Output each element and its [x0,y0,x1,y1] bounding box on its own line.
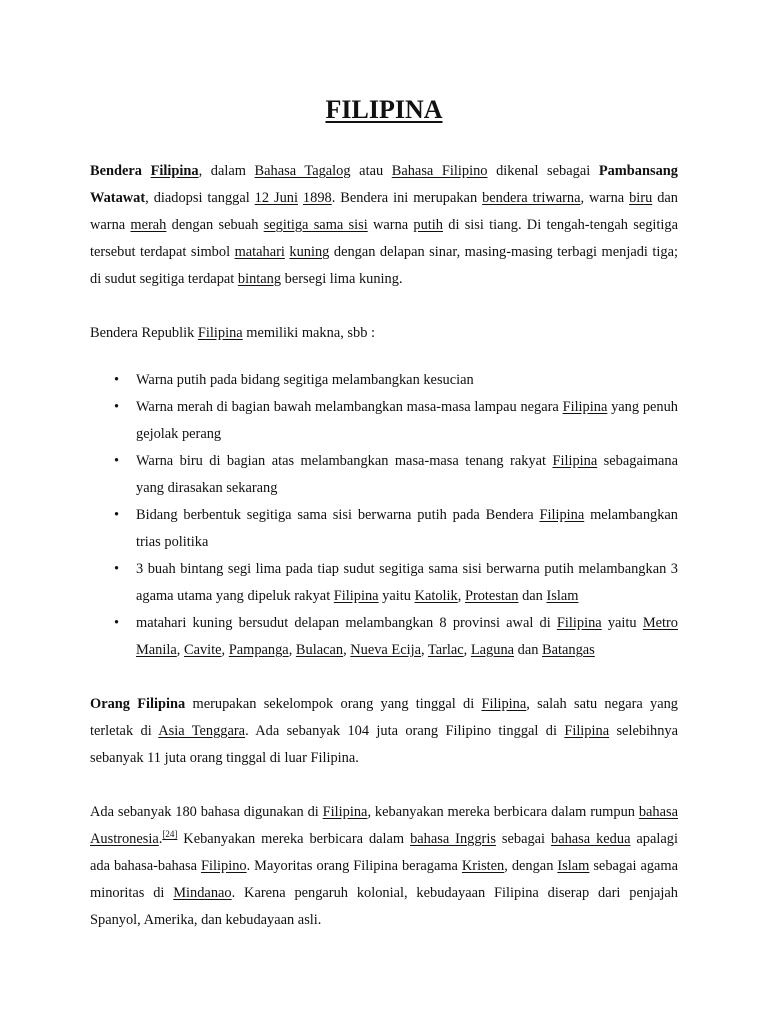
text-run: melambangkan trias politika [136,507,678,550]
text-run: dan [514,642,543,658]
text-run: . Ada sebanyak 104 juta orang Filipino tinggal di [245,723,565,739]
link-merah[interactable]: merah [130,217,167,233]
text-run: warna [367,217,414,233]
text-run: apalagi ada bahasa-bahasa [90,831,678,874]
bullet-icon: • [114,453,120,469]
link-segitiga-sama-sisi[interactable]: segitiga sama sisi [263,217,368,233]
link-filipina[interactable]: Filipina [562,399,608,415]
link-1898[interactable]: 1898 [302,190,332,206]
link-filipina[interactable]: Filipina [322,804,368,820]
link-mindanao[interactable]: Mindanao [173,885,232,901]
bullet-icon: • [114,507,120,523]
text-run: , [463,642,471,658]
text-run: 3 buah bintang segi lima pada tiap sudut segitiga sama sisi berwarna putih melambangkan 3 agama utama yang dipeluk rakyat [136,561,678,604]
link-biru[interactable]: biru [629,190,653,206]
link-tarlac[interactable]: Tarlac [427,642,464,658]
text-run: matahari kuning bersudut delapan melambangkan 8 provinsi awal di [136,615,557,631]
link-katolik[interactable]: Katolik [414,588,458,604]
link-islam[interactable]: Islam [557,858,590,874]
link-laguna[interactable]: Laguna [470,642,515,658]
link-pampanga[interactable]: Pampanga [228,642,289,658]
link-bahasa-kedua[interactable]: bahasa kedua [551,831,631,847]
link-filipina[interactable]: Filipina [481,696,527,712]
link-cavite[interactable]: Cavite [183,642,222,658]
link-metro-manila[interactable]: Metro Manila [136,615,678,658]
text-run: yaitu [378,588,415,604]
text-run: , salah satu negara yang terletak di [90,696,678,739]
link-nueva-ecija[interactable]: Nueva Ecija [350,642,421,658]
bold-text [151,163,199,179]
link-filipina[interactable]: Filipina [552,453,598,469]
link-filipina[interactable]: Filipina [564,723,610,739]
text-run: dan warna [90,190,678,233]
link-filipina[interactable]: Filipina [556,615,602,631]
list-item [90,610,678,664]
bullet-icon: • [114,372,120,388]
paragraph-flag-description [90,158,678,293]
bullet-icon: • [114,615,120,631]
document-page [90,92,678,961]
text-run: , kebanyakan mereka berbicara dalam rumpun [367,804,639,820]
text-run: Warna merah di bagian bawah melambangkan masa-masa lampau negara [136,399,563,415]
link-kristen[interactable]: Kristen [461,858,505,874]
text-run: yaitu [601,615,643,631]
text-run: dengan sebuah [166,217,264,233]
text-run: yang penuh gejolak perang [136,399,678,442]
text-run: sebagaimana yang dirasakan sekarang [136,453,678,496]
link-filipina[interactable]: Filipina [539,507,585,523]
text-run: , [457,588,465,604]
text-run: di sisi tiang. Di tengah-tengah segitiga tersebut terdapat simbol [90,217,678,260]
footnote-reference[interactable] [162,829,177,839]
text-run: , dengan [504,858,558,874]
list-item [90,556,678,610]
text-run: , [343,642,351,658]
text-run: , [420,642,428,658]
bullet-icon: • [114,399,120,415]
link-bendera-triwarna[interactable]: bendera triwarna [482,190,581,206]
text-run: , warna [580,190,630,206]
text-run: Warna putih pada bidang segitiga melambangkan kesucian [136,372,474,388]
text-run: Ada sebanyak 180 bahasa digunakan di [90,804,323,820]
link-bahasa-tagalog[interactable]: Bahasa Tagalog [254,163,351,179]
text-run: . [158,831,163,847]
text-run: Kebanyakan mereka berbicara dalam [177,831,411,847]
list-item [90,502,678,556]
text-run: dengan delapan sinar, masing-masing terbagi menjadi tiga; di sudut segitiga terdapat [90,244,678,287]
paragraph-flag-meaning-intro [90,320,678,347]
text-run: dikenal sebagai [487,163,599,179]
page-title: FILIPINA [325,95,443,124]
link-matahari[interactable]: matahari [234,244,285,260]
link-asia-tenggara[interactable]: Asia Tenggara [158,723,246,739]
link-bahasa-austronesia[interactable]: bahasa Austronesia [90,804,678,847]
text-run: , [221,642,229,658]
link-filipina[interactable]: Filipina [333,588,379,604]
link-filipina[interactable]: Filipina [150,163,199,179]
link-putih[interactable]: putih [413,217,443,233]
list-item [90,448,678,502]
link-bintang[interactable]: bintang [237,271,282,287]
link-bahasa-filipino[interactable]: Bahasa Filipino [391,163,488,179]
text-run: memiliki makna, sbb : [242,325,375,341]
text-run: , [176,642,184,658]
list-item [90,394,678,448]
list-item [90,367,678,394]
bold-text-pambansang-watawat: Pambansang Watawat [90,163,678,206]
text-run: bersegi lima kuning. [281,271,403,287]
text-run: sebagai [495,831,551,847]
link-12-juni[interactable]: 12 Juni [254,190,298,206]
link-islam[interactable]: Islam [546,588,579,604]
text-run: Bidang berbentuk segitiga sama sisi berwarna putih pada Bendera [136,507,540,523]
link-batangas[interactable]: Batangas [542,642,595,658]
flag-meaning-list [90,367,678,664]
paragraph-languages-religion [90,799,678,934]
text-run: , diadopsi tanggal [145,190,255,206]
text-run: sebagai agama minoritas di [90,858,679,901]
text-run: atau [350,163,392,179]
bold-text: Bendera [90,163,151,179]
text-run: merupakan sekelompok orang yang tinggal di [185,696,482,712]
bold-text-orang-filipina: Orang Filipina [90,696,186,712]
paragraph-filipino-people [90,691,678,772]
text-run: . Karena pengaruh kolonial, kebudayaan Filipina diserap dari penjajah Spanyol, Amerika, dan kebudayaan asli. [90,885,678,928]
link-protestan[interactable]: Protestan [464,588,519,604]
link-bulacan[interactable]: Bulacan [295,642,344,658]
link-kuning[interactable]: kuning [289,244,330,260]
text-run: dan [518,588,547,604]
bullet-icon: • [114,561,120,577]
text-run: selebihnya sebanyak 11 juta orang tinggal di luar Filipina. [90,723,678,766]
text-run: Bendera Republik [90,325,198,341]
text-run: . Mayoritas orang Filipina beragama [246,858,462,874]
text-run: , [288,642,296,658]
text-run: , dalam [198,163,255,179]
footnote-link[interactable]: [24] [162,829,178,840]
text-run: . Bendera ini merupakan [331,190,483,206]
text-run: Warna biru di bagian atas melambangkan masa-masa tenang rakyat [136,453,553,469]
link-filipina[interactable]: Filipina [197,325,243,341]
link-filipino[interactable]: Filipino [201,858,247,874]
link-bahasa-inggris[interactable]: bahasa Inggris [410,831,496,847]
